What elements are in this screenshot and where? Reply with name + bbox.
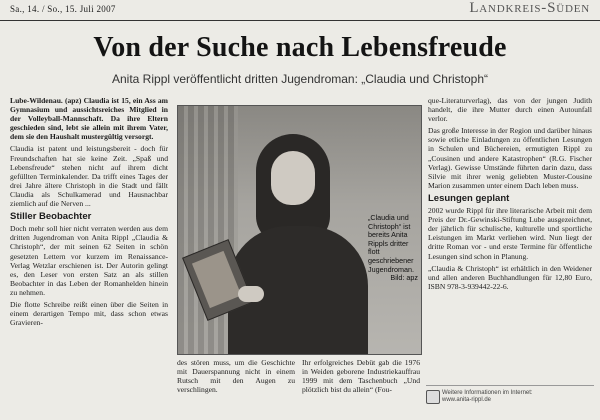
article-column-4 <box>428 96 592 294</box>
subheading: Lesungen geplant <box>428 192 510 204</box>
paragraph: „Claudia & Christoph“ ist erhältlich in den Weidener und allen anderen Buchhandlungen für 12,80 Euro, ISBN 978-3-939442-22-6. <box>428 263 592 291</box>
subtitle: Anita Rippl veröffentlicht dritten Jugendroman: „Claudia und Christoph“ <box>112 72 488 86</box>
paragraph: Das große Interesse in der Region und darüber hinaus sowie etliche Einladungen zu öffentlichen Lesungen in Schulen und Büchereien, ermutigten Rippl zu „Cousinen und andere Katastrophen“ (R.G. Fischer Verlag). Gewisse Umstände führten darin dazu, dass Silvie mit ihrer wenig geliebten Muster-Cousine Marion zusammen unter einem Dach leben muss. <box>428 126 592 190</box>
info-line: Weitere Informationen im Internet: <box>442 390 533 396</box>
article-column-1 <box>10 96 168 330</box>
paragraph: Ihr erfolgreiches Debüt gab die 1976 in Weiden geborene Industriekauffrau 1999 mit dem Taschenbuch „Und plötzlich bist du allein“ (Fou- <box>302 358 420 395</box>
paragraph: 2002 wurde Rippl für ihre literarische Arbeit mit dem Preis der Dr.-Gewinski-Stiftung Lube ausgezeichnet, der jährlich für schulische, kulturelle und sportliche Leistungen im Markt verliehen wird. Nun liegt der dritte Roman vor - und erste Termine für öffentliche Lesungen sind schon in Planung. <box>428 206 592 261</box>
paragraph: des stören muss, um die Geschichte mit Dauerspannung nicht in einem Rutsch mit den Augen zu verschlingen. <box>177 358 295 395</box>
headline: Von der Suche nach Lebensfreude <box>93 32 507 63</box>
paragraph: Die flotte Schreibe reißt einen über die Seiten in einem derartigen Tempo mit, dass schon etwas Gravieren- <box>10 299 168 328</box>
photo-caption <box>368 214 418 283</box>
info-url[interactable]: www.anita-rippl.de <box>442 397 492 403</box>
subheading: Stiller Beobachter <box>10 211 92 223</box>
info-box <box>426 385 594 408</box>
issue-date: Sa., 14. / So., 15. Juli 2007 <box>10 4 116 14</box>
article-column-3 <box>302 358 420 397</box>
lead-paragraph: Lube-Wildenau. (apz) Claudia ist 15, ein Ass am Gymnasium und aussichtsreiches Mitglied in der Volleyball-Mannschaft. Da ihre Eltern geschieden sind, lebt sie allein mit ihrem Vater, dem sie den Haushalt mustergültig versorgt. <box>10 96 168 142</box>
book-cover <box>192 251 242 308</box>
caption-text: „Claudia und Christoph“ ist bereits Anita Rippls dritter flott geschriebener Jugendroman. <box>368 213 414 274</box>
photo-credit: Bild: apz <box>390 273 418 283</box>
paragraph: Doch mehr soll hier nicht verraten werden aus dem dritten Jugendroman von Anita Rippl „Claudia & Christoph“, der mit seinen 62 Seiten in schön gesetzten Lettern vor kurzem im Renaissance-Verlag Wetzlar erschienen ist. Der Autorin gelingt es, den Leser von ersten Satz an als stillen Beobachter in das Leben der Romanhelden hinein zu nehmen. <box>10 224 168 297</box>
info-text <box>442 390 533 404</box>
paragraph: Claudia ist patent und leistungsbereit - doch für Freundschaften hat sie keine Zeit. „Spaß und Lebensfreude“ stehen nicht auf ihrem dicht gefüllten Terminkalender. Da trifft eines Tages der drei Jahre ältere Christoph in die Stadt und fällt Claudia als Schulkamerad und Hausnachbar ziemlich auf die Nerven ... <box>10 144 168 209</box>
photo-figure-face <box>271 151 315 205</box>
info-icon <box>426 390 440 404</box>
paragraph: que-Literaturverlag), das von der jungen Judith handelt, die ihre Mutter durch einen Autounfall verlor. <box>428 96 592 124</box>
article-column-2 <box>177 358 295 397</box>
section-title: Landkreis-Süden <box>469 0 590 16</box>
photo-figure-hand <box>238 286 264 302</box>
